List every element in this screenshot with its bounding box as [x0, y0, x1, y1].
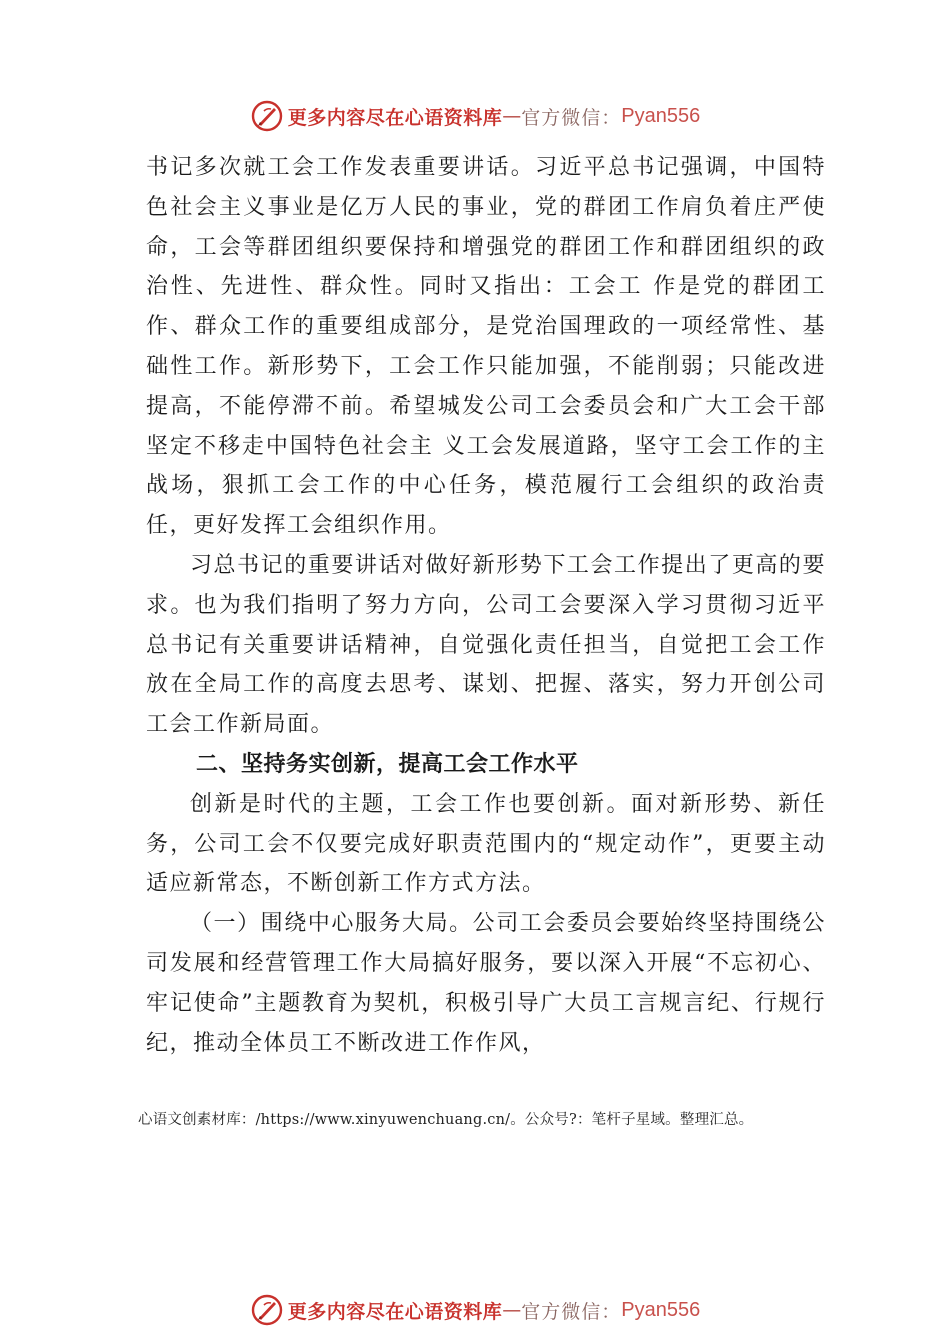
- watermark-official-label: 官方微信：: [521, 106, 622, 129]
- document-body: [146, 148, 826, 1063]
- paragraph-innovation: 创新是时代的主题，工会工作也要创新。面对新形势、新任务，公司工会不仅要完成好职责范围内的“规定动作”，更要主动适应新常态，不断创新工作方式方法。: [146, 791, 826, 897]
- watermark-wechat-id: Pyan556: [621, 1298, 701, 1321]
- watermark-dash: —: [502, 1299, 522, 1321]
- watermark-brand-text: 更多内容尽在心语资料库: [287, 1300, 503, 1323]
- pen-logo-icon: [250, 99, 284, 133]
- footer-watermark: [0, 1290, 950, 1330]
- paragraph-serve-center: （一）围绕中心服务大局。公司工会委员会要始终坚持围绕公司发展和经营管理工作大局搞好服务，要以深入开展“不忘初心、牢记使命”主题教育为契机，积极引导广大员工言规言纪、行规行纪，推动全体员工不断改进工作作风，: [146, 911, 826, 1056]
- pen-logo-icon: [250, 1293, 284, 1327]
- watermark-official-label: 官方微信：: [521, 1300, 622, 1323]
- watermark-brand-text: 更多内容尽在心语资料库: [287, 106, 503, 129]
- header-watermark: [0, 96, 950, 136]
- paragraph-speech-summary: 书记多次就工会工作发表重要讲话。习近平总书记强调，中国特色社会主义事业是亿万人民的事业，党的群团工作肩负着庄严使命，工会等群团组织要保持和增强党的群团工作和群团组织的政治性、先进性、群众性。同时又指出：工会工 作是党的群团工作、群众工作的重要组成部分，是党治国理政的一项经常性、基础性工作。新形势下，工会工作只能加强，不能削弱；只能改进提高，不能停滞不前。希望城发公司工会委员会和广大工会干部坚定不移走中国特色社会主 义工会发展道路，坚守工会工作的主战场，狠抓工会工作的中心任务，模范履行工会组织的政治责任，更好发挥工会组织作用。: [146, 155, 826, 539]
- watermark-wechat-id: Pyan556: [621, 104, 701, 127]
- watermark-dash: —: [502, 105, 522, 127]
- paragraph-requirements: 习总书记的重要讲话对做好新形势下工会工作提出了更高的要求。也为我们指明了努力方向，公司工会要深入学习贯彻习近平总书记有关重要讲话精神，自觉强化责任担当，自觉把工会工作放在全局工作的高度去思考、谋划、把握、落实，努力开创公司工会工作新局面。: [146, 552, 826, 738]
- section-heading-innovation: 二、坚持务实创新，提高工会工作水平: [196, 751, 579, 777]
- source-footer-note: 心语文创素材库：/https://www.xinyuwenchuang.cn/。公众号?：笔杆子星域。整理汇总。: [138, 1112, 754, 1128]
